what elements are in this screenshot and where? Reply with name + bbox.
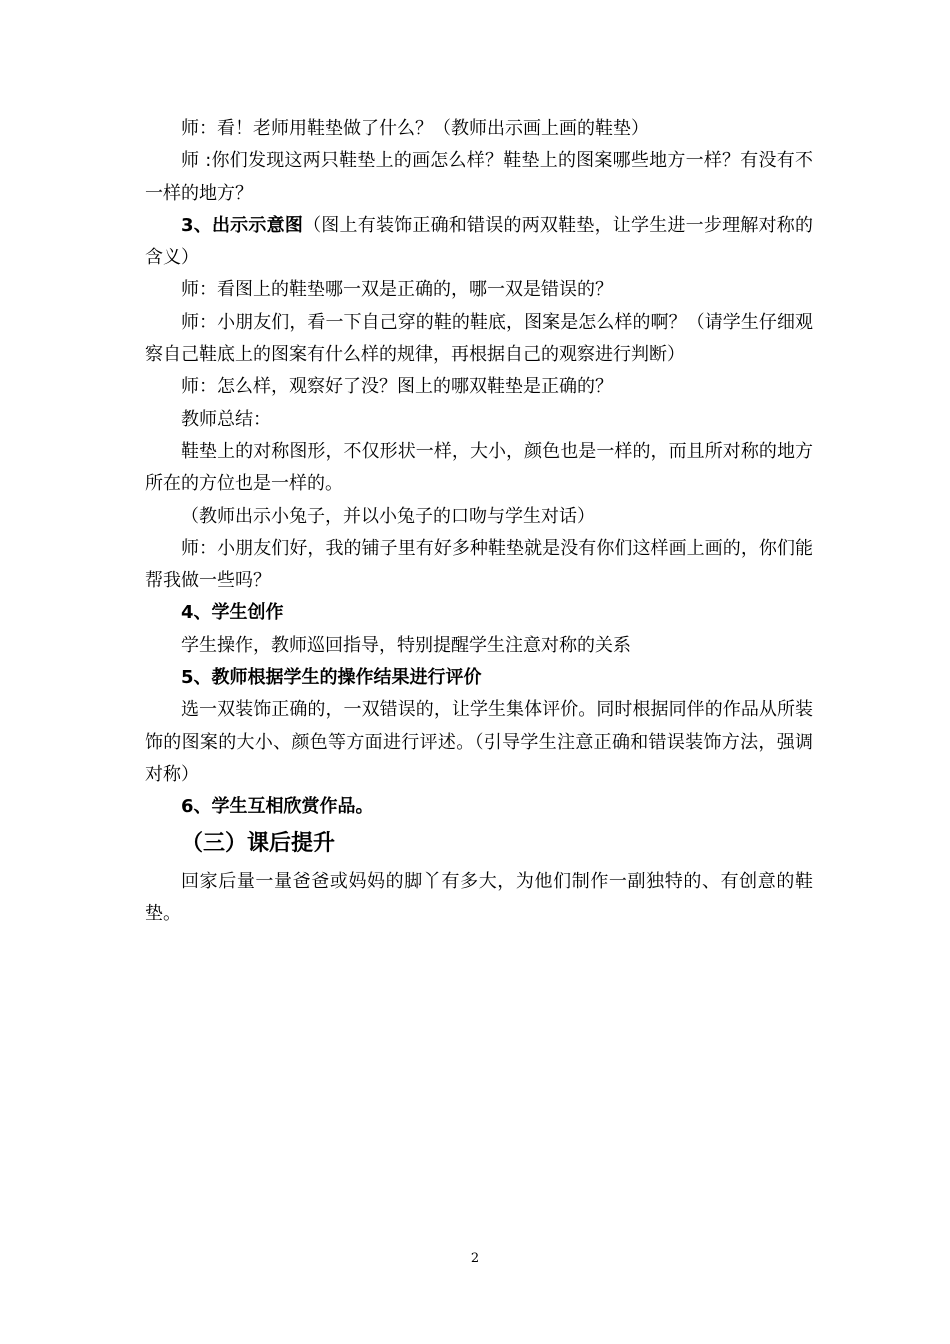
dialogue-paragraph: 师：小朋友们，看一下自己穿的鞋的鞋底，图案是怎么样的啊？（请学生仔细观察自己鞋底上的图案有什么样的规律，再根据自己的观察进行判断） [145,311,813,366]
section-heading: （三）课后提升 [181,830,336,856]
step-heading: 4、学生创作 [181,602,284,624]
body-paragraph: 回家后量一量爸爸或妈妈的脚丫有多大，为他们制作一副独特的、有创意的鞋垫。 [145,870,813,924]
step-paragraph [145,210,813,275]
step-heading: 6、学生互相欣赏作品。 [181,796,374,818]
step-title: 3、出示示意图 [181,214,304,236]
stage-direction: （教师出示小兔子，并以小兔子的口吻与学生对话） [181,505,595,527]
body-paragraph: 选一双装饰正确的，一双错误的，让学生集体评价。同时根据同伴的作品从所装饰的图案的大小、颜色等方面进行评述。（引导学生注意正确和错误装饰方法，强调对称） [145,699,813,785]
page-body [145,113,813,930]
dialogue-paragraph: 师：怎么样，观察好了没？图上的哪双鞋垫是正确的？ [181,376,613,398]
dialogue-paragraph: 师 :你们发现这两只鞋垫上的画怎么样？鞋垫上的图案哪些地方一样？有没有不一样的地方？ [145,150,813,204]
step-description: （图上有装饰正确和错误的两双鞋垫，让学生进一步理解对称的含义） [145,214,813,269]
summary-paragraph: 鞋垫上的对称图形，不仅形状一样，大小，颜色也是一样的，而且所对称的地方所在的方位也是一样的。 [145,440,813,495]
body-paragraph: 学生操作，教师巡回指导，特别提醒学生注意对称的关系 [181,634,631,656]
dialogue-paragraph: 师：看！老师用鞋垫做了什么？（教师出示画上画的鞋垫） [181,118,649,139]
dialogue-paragraph: 师：小朋友们好，我的铺子里有好多种鞋垫就是没有你们这样画上画的，你们能帮我做一些吗？ [145,537,813,592]
page-number: 2 [470,1251,480,1266]
step-heading: 5、教师根据学生的操作结果进行评价 [181,667,482,689]
dialogue-paragraph: 师：看图上的鞋垫哪一双是正确的，哪一双是错误的？ [181,279,613,301]
summary-label: 教师总结： [181,408,271,430]
